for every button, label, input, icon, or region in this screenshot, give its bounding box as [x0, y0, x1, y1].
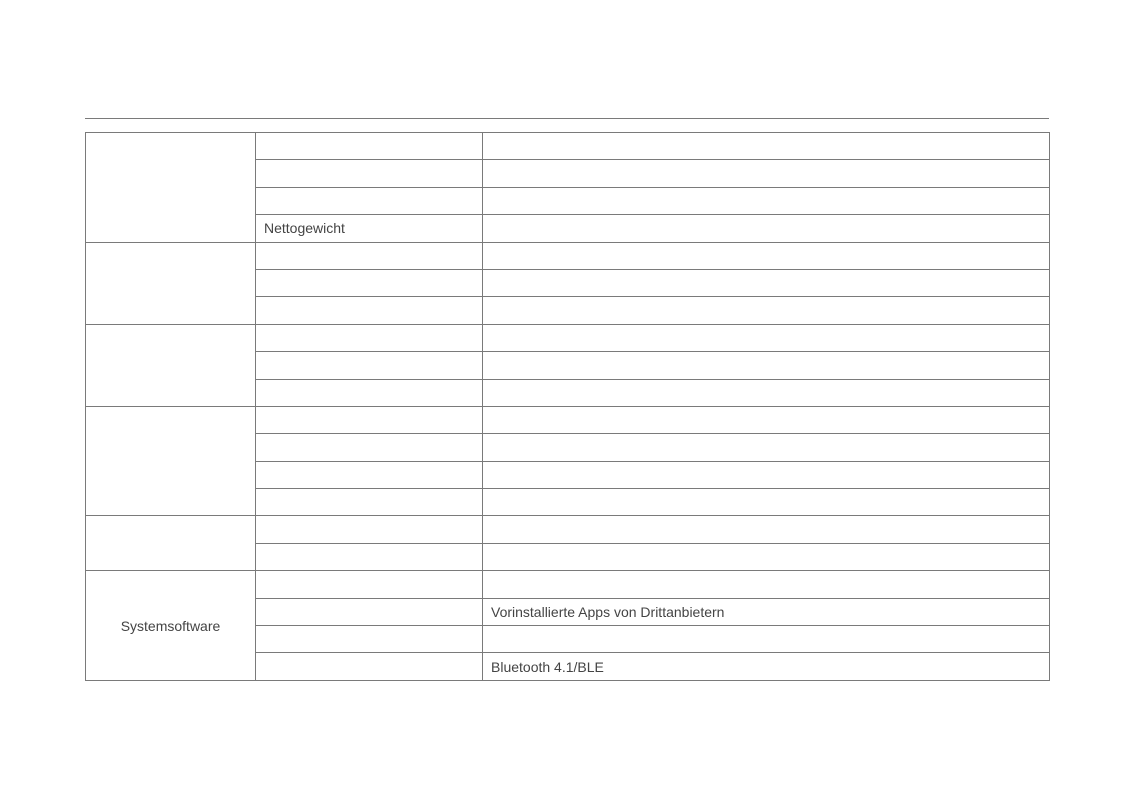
property-cell — [256, 434, 483, 461]
value-cell — [483, 352, 1050, 379]
group-label — [86, 133, 256, 243]
table-row — [86, 571, 1050, 598]
property-cell — [256, 269, 483, 296]
table-row — [86, 133, 1050, 160]
value-cell: Bluetooth 4.1/BLE — [483, 653, 1050, 680]
value-cell — [483, 215, 1050, 242]
property-cell — [256, 571, 483, 598]
value-cell — [483, 324, 1050, 351]
property-cell — [256, 242, 483, 269]
value-cell — [483, 461, 1050, 488]
value-cell — [483, 626, 1050, 653]
property-cell — [256, 598, 483, 625]
property-cell — [256, 626, 483, 653]
value-cell — [483, 242, 1050, 269]
value-cell — [483, 297, 1050, 324]
property-cell: Nettogewicht — [256, 215, 483, 242]
property-cell — [256, 133, 483, 160]
group-label — [86, 516, 256, 571]
spec-table — [85, 132, 1050, 681]
value-cell — [483, 434, 1050, 461]
group-label: Systemsoftware — [86, 571, 256, 681]
value-cell — [483, 133, 1050, 160]
value-cell — [483, 160, 1050, 187]
property-cell — [256, 406, 483, 433]
table-row — [86, 242, 1050, 269]
property-cell — [256, 516, 483, 543]
property-cell — [256, 543, 483, 570]
property-cell — [256, 187, 483, 214]
property-cell — [256, 324, 483, 351]
group-label — [86, 242, 256, 324]
header-divider — [85, 118, 1049, 119]
property-cell — [256, 379, 483, 406]
property-cell — [256, 352, 483, 379]
property-cell — [256, 653, 483, 680]
group-label — [86, 406, 256, 516]
value-cell — [483, 187, 1050, 214]
value-cell — [483, 571, 1050, 598]
table-row — [86, 516, 1050, 543]
value-cell — [483, 269, 1050, 296]
property-cell — [256, 461, 483, 488]
table-row — [86, 406, 1050, 433]
group-label — [86, 324, 256, 406]
property-cell — [256, 489, 483, 516]
value-cell — [483, 516, 1050, 543]
value-cell — [483, 489, 1050, 516]
property-cell — [256, 297, 483, 324]
property-cell — [256, 160, 483, 187]
value-cell: Vorinstallierte Apps von Drittanbietern — [483, 598, 1050, 625]
value-cell — [483, 543, 1050, 570]
value-cell — [483, 406, 1050, 433]
value-cell — [483, 379, 1050, 406]
table-row — [86, 324, 1050, 351]
